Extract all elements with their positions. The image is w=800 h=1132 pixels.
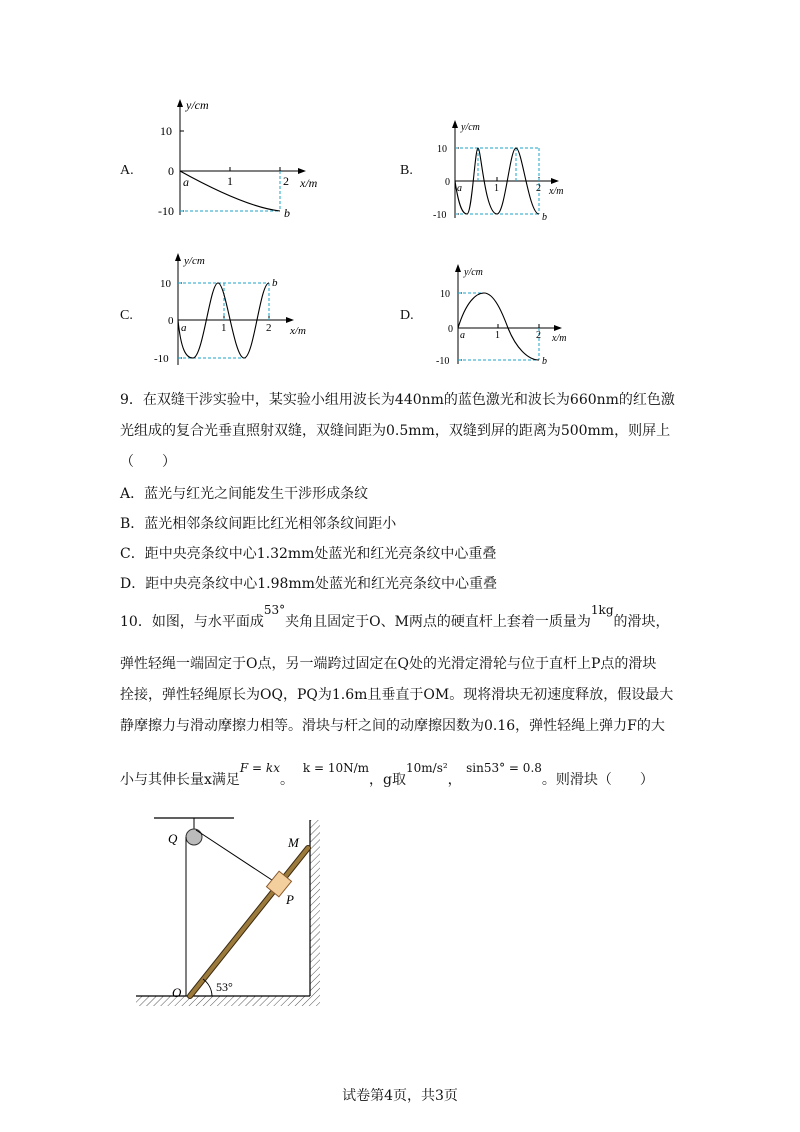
y-arrow [177, 99, 183, 107]
tick-0: 0 [168, 315, 174, 327]
ground-hatch [136, 996, 320, 1006]
point-a: a [181, 322, 187, 334]
physics-figure [130, 810, 330, 1015]
point-a: a [457, 183, 462, 194]
q9-bracket: （ ） [120, 454, 176, 470]
q9-option-c: C．距中央亮条纹中心1.32mm处蓝光和红光亮条纹中心重叠 [120, 546, 497, 562]
y-axis-label: y/cm [186, 98, 209, 112]
tick-0: 0 [448, 324, 453, 335]
pulley-icon [186, 829, 202, 845]
point-b: b [284, 206, 290, 220]
tick-10: 10 [437, 144, 447, 155]
q10-line-1: 10．如图，与水平面成53°夹角且固定于O、M两点的硬直杆上套着一质量为1kg的滑块， [120, 603, 670, 630]
label-m: M [288, 835, 299, 850]
label-p: P [286, 892, 294, 907]
tick-10: 10 [440, 289, 450, 300]
tick-neg10: -10 [154, 353, 169, 365]
point-b: b [542, 356, 547, 367]
q10-line-5: 小与其伸长量x满足F = kx。 k = 10N/m，g取10m/s²， sin53° = 0.8。则滑块（ ） [120, 761, 654, 788]
q10-line-4: 静摩擦力与滑动摩擦力相等。滑块与杆之间的动摩擦因数为0.16，弹性轻绳上弹力F的大 [120, 718, 665, 734]
tick-1: 1 [227, 174, 233, 188]
point-a: a [460, 330, 465, 341]
tick-2: 2 [536, 330, 541, 341]
q9-option-a: A．蓝光与红光之间能发生干涉形成条纹 [120, 486, 369, 502]
label-q: Q [168, 831, 178, 846]
tick-2: 2 [266, 322, 272, 334]
formula-g: 10m/s² [406, 761, 448, 775]
y-axis-label: y/cm [184, 255, 205, 267]
tick-0: 0 [168, 164, 174, 178]
q9-line-2: 光组成的复合光垂直照射双缝，双缝间距为0.5mm，双缝到屏的距离为500mm，则屏上 [120, 423, 671, 439]
option-a-label: A. [120, 163, 134, 178]
formula-k: k = 10N/m [302, 761, 370, 775]
tick-neg10: -10 [158, 204, 174, 218]
graph-b [425, 118, 585, 223]
point-a: a [183, 175, 189, 189]
formula-f-kx: F = kx [239, 761, 280, 775]
tick-2: 2 [283, 174, 289, 188]
x-axis-label: x/m [290, 325, 306, 337]
option-c-label: C. [120, 308, 133, 323]
tick-1: 1 [494, 183, 499, 194]
tick-10: 10 [160, 278, 171, 290]
q9-option-d: D．距中央亮条纹中心1.98mm处蓝光和红光亮条纹中心重叠 [120, 576, 497, 592]
option-b-label: B. [400, 163, 413, 178]
graph-c [148, 250, 318, 370]
rope-qp [196, 830, 278, 884]
page-footer: 试卷第4页，共3页 [342, 1088, 458, 1104]
angle-53: 53° [263, 603, 286, 617]
y-axis-label: y/cm [461, 122, 480, 133]
graph-d [428, 262, 588, 367]
q10-line-3: 拴接，弹性轻绳原长为OQ，PQ为1.6m且垂直于OM。现将滑块无初速度释放，假设最大 [120, 687, 674, 703]
y-axis-label: y/cm [464, 267, 483, 278]
tick-neg10: -10 [436, 356, 450, 367]
point-b: b [272, 277, 278, 289]
label-o: O [172, 985, 182, 1000]
right-wall-hatch [310, 820, 320, 996]
label-angle: 53° [216, 980, 233, 994]
formula-sin53: sin53° = 0.8 [466, 761, 542, 775]
q9-line-1: 9．在双缝干涉实验中，某实验小组用波长为440nm的蓝色激光和波长为660nm的红色激 [120, 392, 675, 408]
x-axis-label: x/m [552, 333, 567, 344]
x-arrow [298, 168, 306, 174]
tick-1: 1 [221, 322, 227, 334]
q9-option-b: B．蓝光相邻条纹间距比红光相邻条纹间距小 [120, 516, 397, 532]
graph-a [150, 95, 340, 225]
tick-0: 0 [445, 177, 450, 188]
tick-1: 1 [495, 330, 500, 341]
point-b: b [542, 212, 547, 223]
mass-1kg: 1kg [590, 603, 614, 617]
tick-neg10: -10 [433, 210, 447, 221]
option-d-label: D. [400, 308, 414, 323]
tick-2: 2 [536, 183, 541, 194]
x-axis-label: x/m [549, 186, 564, 197]
x-axis-label: x/m [300, 176, 318, 190]
q10-line-2: 弹性轻绳一端固定于O点，另一端跨过固定在Q处的光滑定滑轮与位于直杆上P点的滑块 [120, 656, 657, 672]
tick-10: 10 [160, 124, 172, 138]
